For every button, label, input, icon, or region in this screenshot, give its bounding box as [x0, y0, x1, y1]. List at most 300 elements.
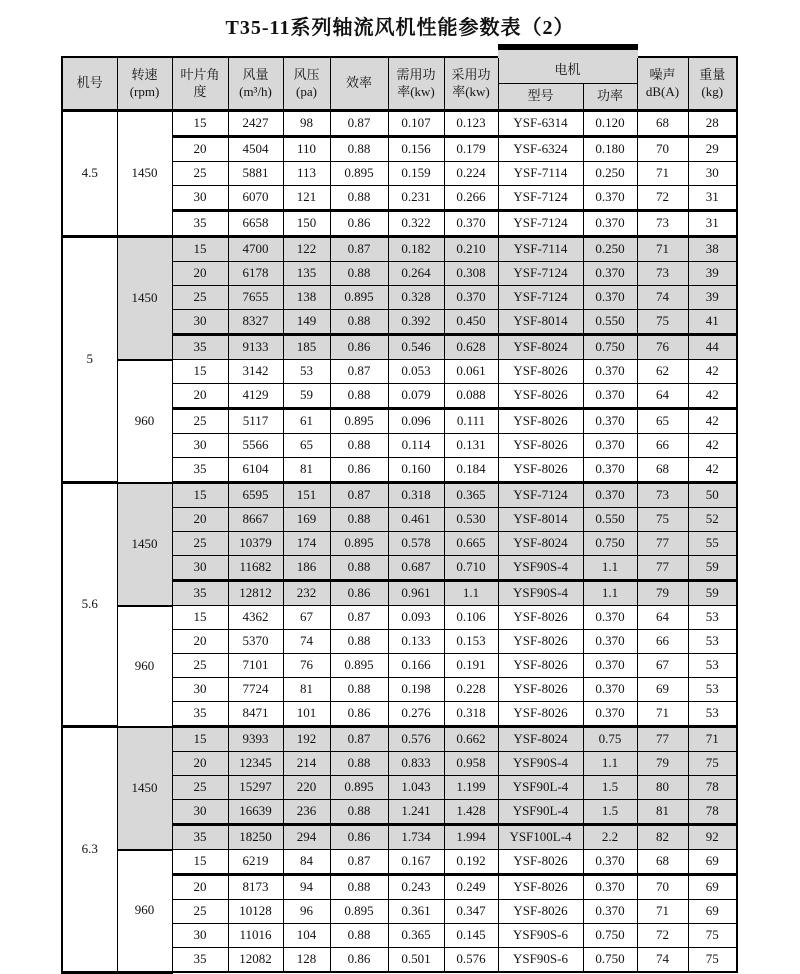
airflow-cell: 4700: [228, 237, 283, 262]
required-power-cell: 0.833: [388, 752, 444, 776]
weight-cell: 42: [688, 409, 737, 434]
blade-angle-cell: 25: [172, 409, 228, 434]
efficiency-cell: 0.88: [330, 186, 388, 211]
motor-power-cell: 1.5: [583, 776, 637, 800]
pressure-cell: 104: [283, 924, 330, 948]
motor-model-cell: YSF-7114: [498, 162, 583, 186]
noise-cell: 77: [637, 532, 688, 556]
efficiency-cell: 0.88: [330, 556, 388, 581]
blade-angle-cell: 25: [172, 286, 228, 310]
adopted-power-cell: 0.145: [444, 924, 498, 948]
blade-angle-cell: 15: [172, 237, 228, 262]
weight-cell: 53: [688, 654, 737, 678]
efficiency-cell: 0.88: [330, 630, 388, 654]
motor-header-top-fill: [498, 50, 638, 58]
required-power-cell: 0.361: [388, 900, 444, 924]
efficiency-cell: 0.88: [330, 137, 388, 162]
pressure-cell: 65: [283, 434, 330, 458]
motor-model-cell: YSF-7124: [498, 483, 583, 508]
required-power-cell: 0.276: [388, 702, 444, 727]
pressure-cell: 74: [283, 630, 330, 654]
noise-cell: 68: [637, 111, 688, 137]
noise-cell: 73: [637, 262, 688, 286]
adopted-power-cell: 0.530: [444, 508, 498, 532]
noise-cell: 71: [637, 162, 688, 186]
weight-cell: 69: [688, 875, 737, 900]
motor-model-cell: YSF-8026: [498, 384, 583, 409]
airflow-cell: 6178: [228, 262, 283, 286]
required-power-cell: 0.546: [388, 335, 444, 360]
motor-model-cell: YSF-8024: [498, 335, 583, 360]
required-power-cell: 0.392: [388, 310, 444, 335]
airflow-cell: 5370: [228, 630, 283, 654]
blade-angle-cell: 30: [172, 924, 228, 948]
airflow-cell: 5881: [228, 162, 283, 186]
header-blade-angle: [172, 57, 228, 111]
motor-power-cell: 0.250: [583, 237, 637, 262]
required-power-cell: 0.114: [388, 434, 444, 458]
weight-cell: 28: [688, 111, 737, 137]
airflow-cell: 5566: [228, 434, 283, 458]
header-adopted-power-line2: 率(kw): [452, 83, 490, 99]
pressure-cell: 110: [283, 137, 330, 162]
motor-power-cell: 0.370: [583, 384, 637, 409]
motor-power-cell: 2.2: [583, 825, 637, 850]
efficiency-cell: 0.88: [330, 678, 388, 702]
speed-cell: 960: [117, 606, 172, 727]
motor-power-cell: 0.370: [583, 409, 637, 434]
header-airflow-line1: 风量: [242, 67, 269, 83]
airflow-cell: 4504: [228, 137, 283, 162]
motor-header-top-bar: [498, 44, 638, 50]
header-pressure: [283, 57, 330, 111]
weight-cell: 29: [688, 137, 737, 162]
required-power-cell: 0.231: [388, 186, 444, 211]
blade-angle-cell: 20: [172, 384, 228, 409]
table-row: [62, 606, 737, 630]
efficiency-cell: 0.88: [330, 310, 388, 335]
efficiency-cell: 0.86: [330, 702, 388, 727]
efficiency-cell: 0.88: [330, 508, 388, 532]
weight-cell: 38: [688, 237, 737, 262]
speed-cell: 1450: [117, 237, 172, 360]
adopted-power-cell: 0.308: [444, 262, 498, 286]
header-motor-model: 型号: [498, 84, 583, 111]
adopted-power-cell: 0.210: [444, 237, 498, 262]
noise-cell: 70: [637, 875, 688, 900]
header-pressure-line1: 风压: [293, 67, 320, 83]
motor-power-cell: 0.120: [583, 111, 637, 137]
header-weight: [688, 57, 737, 111]
airflow-cell: 10379: [228, 532, 283, 556]
weight-cell: 71: [688, 727, 737, 752]
motor-model-cell: YSF90S-6: [498, 948, 583, 973]
table-row: [62, 237, 737, 262]
required-power-cell: 0.328: [388, 286, 444, 310]
airflow-cell: 6104: [228, 458, 283, 483]
header-speed: [117, 57, 172, 111]
header-noise-line2: dB(A): [645, 83, 680, 99]
adopted-power-cell: 0.106: [444, 606, 498, 630]
adopted-power-cell: 0.370: [444, 211, 498, 237]
blade-angle-cell: 30: [172, 310, 228, 335]
pressure-cell: 84: [283, 850, 330, 875]
pressure-cell: 150: [283, 211, 330, 237]
motor-model-cell: YSF90S-4: [498, 752, 583, 776]
motor-power-cell: 0.370: [583, 262, 637, 286]
noise-cell: 80: [637, 776, 688, 800]
machine-no-cell: 5.6: [62, 483, 117, 727]
table-row: [62, 360, 737, 384]
blade-angle-cell: 35: [172, 211, 228, 237]
pressure-cell: 121: [283, 186, 330, 211]
motor-model-cell: YSF-8026: [498, 702, 583, 727]
required-power-cell: 0.167: [388, 850, 444, 875]
airflow-cell: 12345: [228, 752, 283, 776]
speed-cell: 1450: [117, 483, 172, 606]
header-adopted-power-line1: 采用功: [451, 67, 491, 83]
blade-angle-cell: 15: [172, 483, 228, 508]
motor-model-cell: YSF-6324: [498, 137, 583, 162]
adopted-power-cell: 1.199: [444, 776, 498, 800]
header-speed-line1: 转速: [131, 67, 158, 83]
weight-cell: 52: [688, 508, 737, 532]
efficiency-cell: 0.895: [330, 900, 388, 924]
required-power-cell: 0.159: [388, 162, 444, 186]
blade-angle-cell: 30: [172, 800, 228, 825]
adopted-power-cell: 0.266: [444, 186, 498, 211]
pressure-cell: 220: [283, 776, 330, 800]
pressure-cell: 174: [283, 532, 330, 556]
required-power-cell: 0.322: [388, 211, 444, 237]
efficiency-cell: 0.895: [330, 409, 388, 434]
header-airflow-line2: (m³/h): [239, 83, 272, 99]
motor-model-cell: YSF90L-4: [498, 776, 583, 800]
header-airflow: [228, 57, 283, 111]
efficiency-cell: 0.88: [330, 752, 388, 776]
weight-cell: 42: [688, 384, 737, 409]
noise-cell: 72: [637, 186, 688, 211]
airflow-cell: 6219: [228, 850, 283, 875]
blade-angle-cell: 35: [172, 702, 228, 727]
blade-angle-cell: 30: [172, 434, 228, 458]
noise-cell: 76: [637, 335, 688, 360]
airflow-cell: 7724: [228, 678, 283, 702]
pressure-cell: 135: [283, 262, 330, 286]
motor-model-cell: YSF-8026: [498, 606, 583, 630]
required-power-cell: 0.093: [388, 606, 444, 630]
efficiency-cell: 0.88: [330, 262, 388, 286]
header-adopted-power: [444, 57, 498, 111]
noise-cell: 70: [637, 137, 688, 162]
adopted-power-cell: 0.450: [444, 310, 498, 335]
motor-power-cell: 0.370: [583, 630, 637, 654]
adopted-power-cell: 0.249: [444, 875, 498, 900]
pressure-cell: 113: [283, 162, 330, 186]
speed-cell: 1450: [117, 727, 172, 850]
required-power-cell: 1.734: [388, 825, 444, 850]
weight-cell: 53: [688, 606, 737, 630]
motor-power-cell: 0.370: [583, 458, 637, 483]
required-power-cell: 0.318: [388, 483, 444, 508]
pressure-cell: 232: [283, 581, 330, 606]
machine-no-cell: 6.3: [62, 727, 117, 973]
header-required-power-line1: 需用功: [396, 67, 436, 83]
motor-model-cell: YSF-7124: [498, 186, 583, 211]
pressure-cell: 138: [283, 286, 330, 310]
adopted-power-cell: 0.179: [444, 137, 498, 162]
table-row: [62, 727, 737, 752]
adopted-power-cell: 0.662: [444, 727, 498, 752]
efficiency-cell: 0.87: [330, 727, 388, 752]
efficiency-cell: 0.88: [330, 434, 388, 458]
motor-model-cell: YSF100L-4: [498, 825, 583, 850]
weight-cell: 59: [688, 581, 737, 606]
airflow-cell: 3142: [228, 360, 283, 384]
pressure-cell: 67: [283, 606, 330, 630]
motor-power-cell: 0.370: [583, 360, 637, 384]
required-power-cell: 1.241: [388, 800, 444, 825]
efficiency-cell: 0.86: [330, 581, 388, 606]
speed-cell: 1450: [117, 111, 172, 237]
noise-cell: 79: [637, 581, 688, 606]
required-power-cell: 0.160: [388, 458, 444, 483]
adopted-power-cell: 0.365: [444, 483, 498, 508]
header-noise-line1: 噪声: [649, 67, 676, 83]
efficiency-cell: 0.895: [330, 654, 388, 678]
blade-angle-cell: 15: [172, 606, 228, 630]
table-row: [62, 483, 737, 508]
airflow-cell: 16639: [228, 800, 283, 825]
airflow-cell: 11682: [228, 556, 283, 581]
required-power-cell: 0.156: [388, 137, 444, 162]
adopted-power-cell: 0.191: [444, 654, 498, 678]
motor-power-cell: 0.370: [583, 606, 637, 630]
efficiency-cell: 0.86: [330, 948, 388, 973]
pressure-cell: 53: [283, 360, 330, 384]
motor-model-cell: YSF-8014: [498, 310, 583, 335]
machine-no-cell: 4.5: [62, 111, 117, 237]
blade-angle-cell: 30: [172, 556, 228, 581]
adopted-power-cell: 0.131: [444, 434, 498, 458]
required-power-cell: 0.264: [388, 262, 444, 286]
efficiency-cell: 0.88: [330, 800, 388, 825]
motor-power-cell: 0.750: [583, 532, 637, 556]
noise-cell: 74: [637, 286, 688, 310]
motor-model-cell: YSF90S-4: [498, 581, 583, 606]
motor-model-cell: YSF-6314: [498, 111, 583, 137]
required-power-cell: 0.461: [388, 508, 444, 532]
adopted-power-cell: 0.370: [444, 286, 498, 310]
noise-cell: 73: [637, 483, 688, 508]
blade-angle-cell: 25: [172, 776, 228, 800]
pressure-cell: 81: [283, 458, 330, 483]
motor-power-cell: 0.250: [583, 162, 637, 186]
adopted-power-cell: 0.184: [444, 458, 498, 483]
header-noise: [637, 57, 688, 111]
airflow-cell: 12082: [228, 948, 283, 973]
weight-cell: 55: [688, 532, 737, 556]
motor-power-cell: 0.370: [583, 483, 637, 508]
motor-model-cell: YSF-7124: [498, 262, 583, 286]
pressure-cell: 169: [283, 508, 330, 532]
pressure-cell: 185: [283, 335, 330, 360]
pressure-cell: 122: [283, 237, 330, 262]
weight-cell: 75: [688, 948, 737, 973]
noise-cell: 79: [637, 752, 688, 776]
motor-model-cell: YSF-7114: [498, 237, 583, 262]
weight-cell: 53: [688, 630, 737, 654]
performance-table: [61, 56, 738, 974]
header-weight-line2: (kg): [701, 83, 724, 99]
blade-angle-cell: 15: [172, 111, 228, 137]
header-efficiency: 效率: [330, 57, 388, 111]
noise-cell: 71: [637, 702, 688, 727]
blade-angle-cell: 25: [172, 900, 228, 924]
noise-cell: 81: [637, 800, 688, 825]
noise-cell: 66: [637, 630, 688, 654]
adopted-power-cell: 0.958: [444, 752, 498, 776]
noise-cell: 64: [637, 606, 688, 630]
efficiency-cell: 0.86: [330, 335, 388, 360]
blade-angle-cell: 35: [172, 335, 228, 360]
motor-power-cell: 0.370: [583, 654, 637, 678]
pressure-cell: 186: [283, 556, 330, 581]
noise-cell: 77: [637, 556, 688, 581]
airflow-cell: 12812: [228, 581, 283, 606]
efficiency-cell: 0.895: [330, 162, 388, 186]
adopted-power-cell: 1.1: [444, 581, 498, 606]
blade-angle-cell: 25: [172, 532, 228, 556]
motor-model-cell: YSF-8026: [498, 434, 583, 458]
pressure-cell: 151: [283, 483, 330, 508]
blade-angle-cell: 20: [172, 630, 228, 654]
airflow-cell: 6070: [228, 186, 283, 211]
airflow-cell: 5117: [228, 409, 283, 434]
efficiency-cell: 0.895: [330, 532, 388, 556]
header-speed-line2: (rpm): [129, 83, 160, 99]
noise-cell: 69: [637, 678, 688, 702]
motor-power-cell: 0.750: [583, 335, 637, 360]
pressure-cell: 214: [283, 752, 330, 776]
blade-angle-cell: 35: [172, 458, 228, 483]
noise-cell: 66: [637, 434, 688, 458]
airflow-cell: 18250: [228, 825, 283, 850]
motor-power-cell: 1.1: [583, 752, 637, 776]
motor-power-cell: 0.180: [583, 137, 637, 162]
noise-cell: 62: [637, 360, 688, 384]
required-power-cell: 0.079: [388, 384, 444, 409]
airflow-cell: 10128: [228, 900, 283, 924]
motor-power-cell: 0.550: [583, 508, 637, 532]
header-blade-angle-line1: 叶片角: [180, 67, 220, 83]
motor-model-cell: YSF90S-4: [498, 556, 583, 581]
efficiency-cell: 0.87: [330, 360, 388, 384]
required-power-cell: 0.107: [388, 111, 444, 137]
speed-cell: 960: [117, 360, 172, 483]
blade-angle-cell: 20: [172, 137, 228, 162]
weight-cell: 75: [688, 752, 737, 776]
pressure-cell: 101: [283, 702, 330, 727]
weight-cell: 42: [688, 434, 737, 458]
motor-power-cell: 1.1: [583, 556, 637, 581]
airflow-cell: 9133: [228, 335, 283, 360]
weight-cell: 59: [688, 556, 737, 581]
weight-cell: 42: [688, 360, 737, 384]
required-power-cell: 0.053: [388, 360, 444, 384]
weight-cell: 69: [688, 900, 737, 924]
motor-model-cell: YSF-8026: [498, 630, 583, 654]
noise-cell: 77: [637, 727, 688, 752]
header-machine-no: 机号: [62, 57, 117, 111]
page-title: T35-11系列轴流风机性能参数表（2）: [225, 17, 575, 39]
motor-model-cell: YSF-8024: [498, 532, 583, 556]
adopted-power-cell: 0.576: [444, 948, 498, 973]
motor-model-cell: YSF-8026: [498, 360, 583, 384]
blade-angle-cell: 30: [172, 678, 228, 702]
weight-cell: 39: [688, 262, 737, 286]
airflow-cell: 9393: [228, 727, 283, 752]
pressure-cell: 94: [283, 875, 330, 900]
required-power-cell: 1.043: [388, 776, 444, 800]
pressure-cell: 59: [283, 384, 330, 409]
blade-angle-cell: 20: [172, 752, 228, 776]
required-power-cell: 0.182: [388, 237, 444, 262]
noise-cell: 67: [637, 654, 688, 678]
noise-cell: 64: [637, 384, 688, 409]
airflow-cell: 8327: [228, 310, 283, 335]
adopted-power-cell: 0.153: [444, 630, 498, 654]
weight-cell: 31: [688, 186, 737, 211]
required-power-cell: 0.576: [388, 727, 444, 752]
required-power-cell: 0.961: [388, 581, 444, 606]
adopted-power-cell: 0.665: [444, 532, 498, 556]
pressure-cell: 192: [283, 727, 330, 752]
adopted-power-cell: 0.224: [444, 162, 498, 186]
pressure-cell: 128: [283, 948, 330, 973]
motor-power-cell: 0.75: [583, 727, 637, 752]
required-power-cell: 0.365: [388, 924, 444, 948]
motor-power-cell: 0.370: [583, 875, 637, 900]
adopted-power-cell: 1.428: [444, 800, 498, 825]
weight-cell: 53: [688, 702, 737, 727]
airflow-cell: 11016: [228, 924, 283, 948]
blade-angle-cell: 15: [172, 850, 228, 875]
pressure-cell: 236: [283, 800, 330, 825]
adopted-power-cell: 0.192: [444, 850, 498, 875]
weight-cell: 30: [688, 162, 737, 186]
airflow-cell: 7655: [228, 286, 283, 310]
motor-power-cell: 0.750: [583, 948, 637, 973]
airflow-cell: 4362: [228, 606, 283, 630]
required-power-cell: 0.166: [388, 654, 444, 678]
airflow-cell: 6658: [228, 211, 283, 237]
header-required-power-line2: 率(kw): [397, 83, 435, 99]
motor-model-cell: YSF-8024: [498, 727, 583, 752]
weight-cell: 42: [688, 458, 737, 483]
efficiency-cell: 0.87: [330, 483, 388, 508]
airflow-cell: 4129: [228, 384, 283, 409]
machine-no-cell: 5: [62, 237, 117, 483]
motor-model-cell: YSF-8026: [498, 678, 583, 702]
required-power-cell: 0.096: [388, 409, 444, 434]
header-weight-line1: 重量: [699, 67, 726, 83]
motor-model-cell: YSF-8026: [498, 900, 583, 924]
blade-angle-cell: 35: [172, 581, 228, 606]
adopted-power-cell: 0.710: [444, 556, 498, 581]
motor-model-cell: YSF90L-4: [498, 800, 583, 825]
noise-cell: 75: [637, 508, 688, 532]
